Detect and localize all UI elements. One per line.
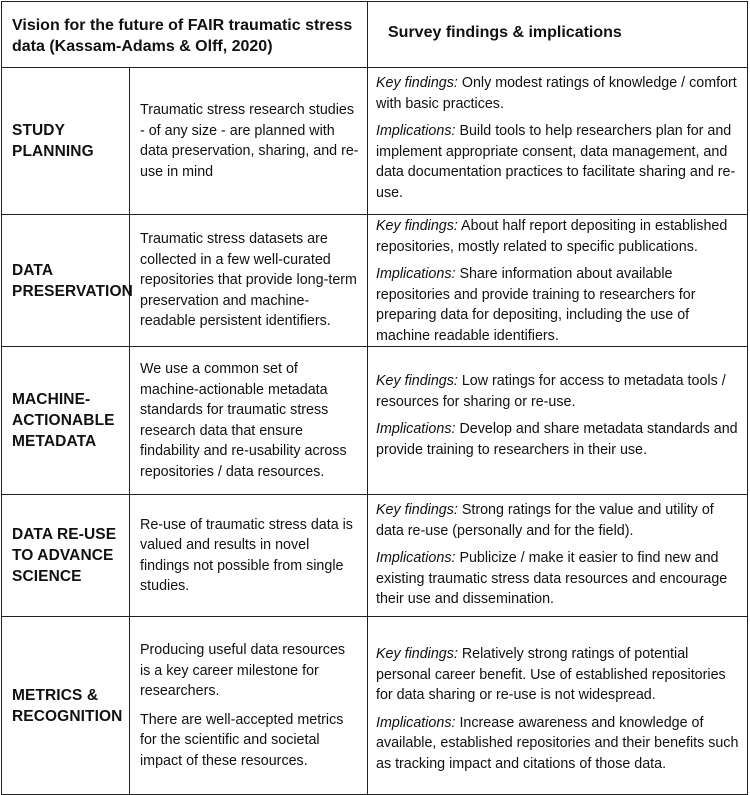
vision-cell [130, 495, 368, 617]
implications-paragraph [376, 419, 740, 460]
table-row [2, 347, 748, 495]
key-findings-text: Relatively strong ratings of potential personal career benefit. Use of established repositories for data sharing or re-use is not widespread. [376, 646, 726, 703]
implications-paragraph [376, 713, 740, 775]
vision-text [130, 359, 367, 482]
implications-text: Share information about available repositories and provide training to researchers for preparing data for depositing, including the use of machine readable identifiers. [376, 266, 696, 344]
key-findings-label: Key findings: [376, 373, 458, 389]
implications-label: Implications: [376, 266, 456, 282]
header-findings-cell [368, 2, 748, 68]
key-findings-text: Only modest ratings of knowledge / comfort with basic practices. [376, 75, 737, 112]
findings-cell [368, 347, 748, 495]
key-findings-label: Key findings: [376, 646, 458, 662]
implications-paragraph [376, 548, 740, 610]
vision-paragraph: Traumatic stress research studies - of any size - are planned with data preservation, sharing, and re-use in mind [140, 102, 359, 180]
vision-cell [130, 347, 368, 495]
key-findings-label: Key findings: [376, 218, 458, 234]
header-findings-title: Survey findings & implications [388, 24, 622, 41]
key-findings-paragraph [376, 644, 740, 706]
row-label: DATA RE-USE TO ADVANCE SCIENCE [12, 526, 117, 585]
implications-paragraph [376, 121, 740, 203]
vision-paragraph: Re-use of traumatic stress data is valued and results in novel findings not possible from single studies. [140, 516, 353, 594]
vision-paragraph: Producing useful data resources is a key career milestone for researchers. [140, 642, 346, 699]
findings-cell [368, 495, 748, 617]
findings-cell [368, 68, 748, 215]
key-findings-label: Key findings: [376, 75, 458, 91]
table-row [2, 215, 748, 347]
implications-text: Build tools to help researchers plan for and implement appropriate consent, data management, and data documentation practices to facilitate sharing and re-use. [376, 123, 736, 201]
implications-label: Implications: [376, 550, 456, 566]
vision-paragraph: There are well-accepted metrics for the scientific and societal impact of these resources. [140, 711, 344, 769]
vision-cell [130, 68, 368, 215]
header-vision-cell [2, 2, 368, 68]
vision-text [130, 229, 367, 332]
findings-cell [368, 215, 748, 347]
findings-text [368, 215, 747, 346]
table-row [2, 68, 748, 215]
vision-paragraph: We use a common set of machine-actionable metadata standards for traumatic stress research data that ensure findability and re-usability across repositories / data resources. [140, 361, 347, 480]
findings-text [368, 347, 747, 460]
key-findings-text: Low ratings for access to metadata tools / resources for sharing or re-use. [376, 373, 726, 410]
implications-text: Develop and share metadata standards and provide training to researchers in their use. [376, 421, 738, 458]
implications-paragraph [376, 264, 740, 346]
row-label-cell [2, 495, 130, 617]
vision-text [130, 515, 367, 597]
row-label-cell [2, 68, 130, 215]
implications-label: Implications: [376, 421, 456, 437]
findings-cell [368, 617, 748, 795]
key-findings-text: Strong ratings for the value and utility of data re-use (personally and for the field). [376, 502, 714, 539]
key-findings-text: About half report depositing in established repositories, mostly related to specific publications. [376, 218, 728, 255]
key-findings-paragraph [376, 500, 740, 541]
table-row [2, 617, 748, 795]
row-label: METRICS & RECOGNITION [12, 686, 123, 725]
key-findings-label: Key findings: [376, 502, 458, 518]
row-label: STUDY PLANNING [12, 122, 94, 160]
findings-text [368, 495, 747, 610]
findings-text [368, 68, 747, 203]
row-label-cell [2, 617, 130, 795]
row-label-cell [2, 215, 133, 347]
vision-paragraph: Traumatic stress datasets are collected in a few well-curated repositories that provide long-term preservation and machine-readable persistent identifiers. [140, 231, 357, 330]
findings-text [368, 617, 747, 774]
implications-text: Publicize / make it easier to find new and existing traumatic stress data resources and encourage their use and dissemination. [376, 550, 728, 607]
vision-cell [130, 617, 368, 795]
table-header-row [2, 2, 748, 68]
implications-label: Implications: [376, 714, 456, 731]
vision-text [130, 640, 367, 771]
row-label: DATA PRESERVATION [12, 261, 133, 300]
key-findings-paragraph [376, 371, 740, 412]
row-label: MACHINE-ACTIONABLE METADATA [12, 391, 115, 450]
table-row [2, 495, 748, 617]
vision-cell [130, 215, 368, 347]
fair-vision-table [1, 1, 748, 795]
key-findings-paragraph [376, 216, 740, 257]
key-findings-paragraph [376, 73, 740, 114]
header-vision-title: Vision for the future of FAIR traumatic stress data (Kassam-Adams & Olff, 2020) [12, 17, 353, 55]
vision-text [130, 100, 367, 182]
row-label-cell [2, 347, 130, 495]
implications-label: Implications: [376, 123, 456, 139]
implications-text: Increase awareness and knowledge of available, established repositories and their benefits such as tracking impact and citations of those data. [376, 714, 739, 772]
